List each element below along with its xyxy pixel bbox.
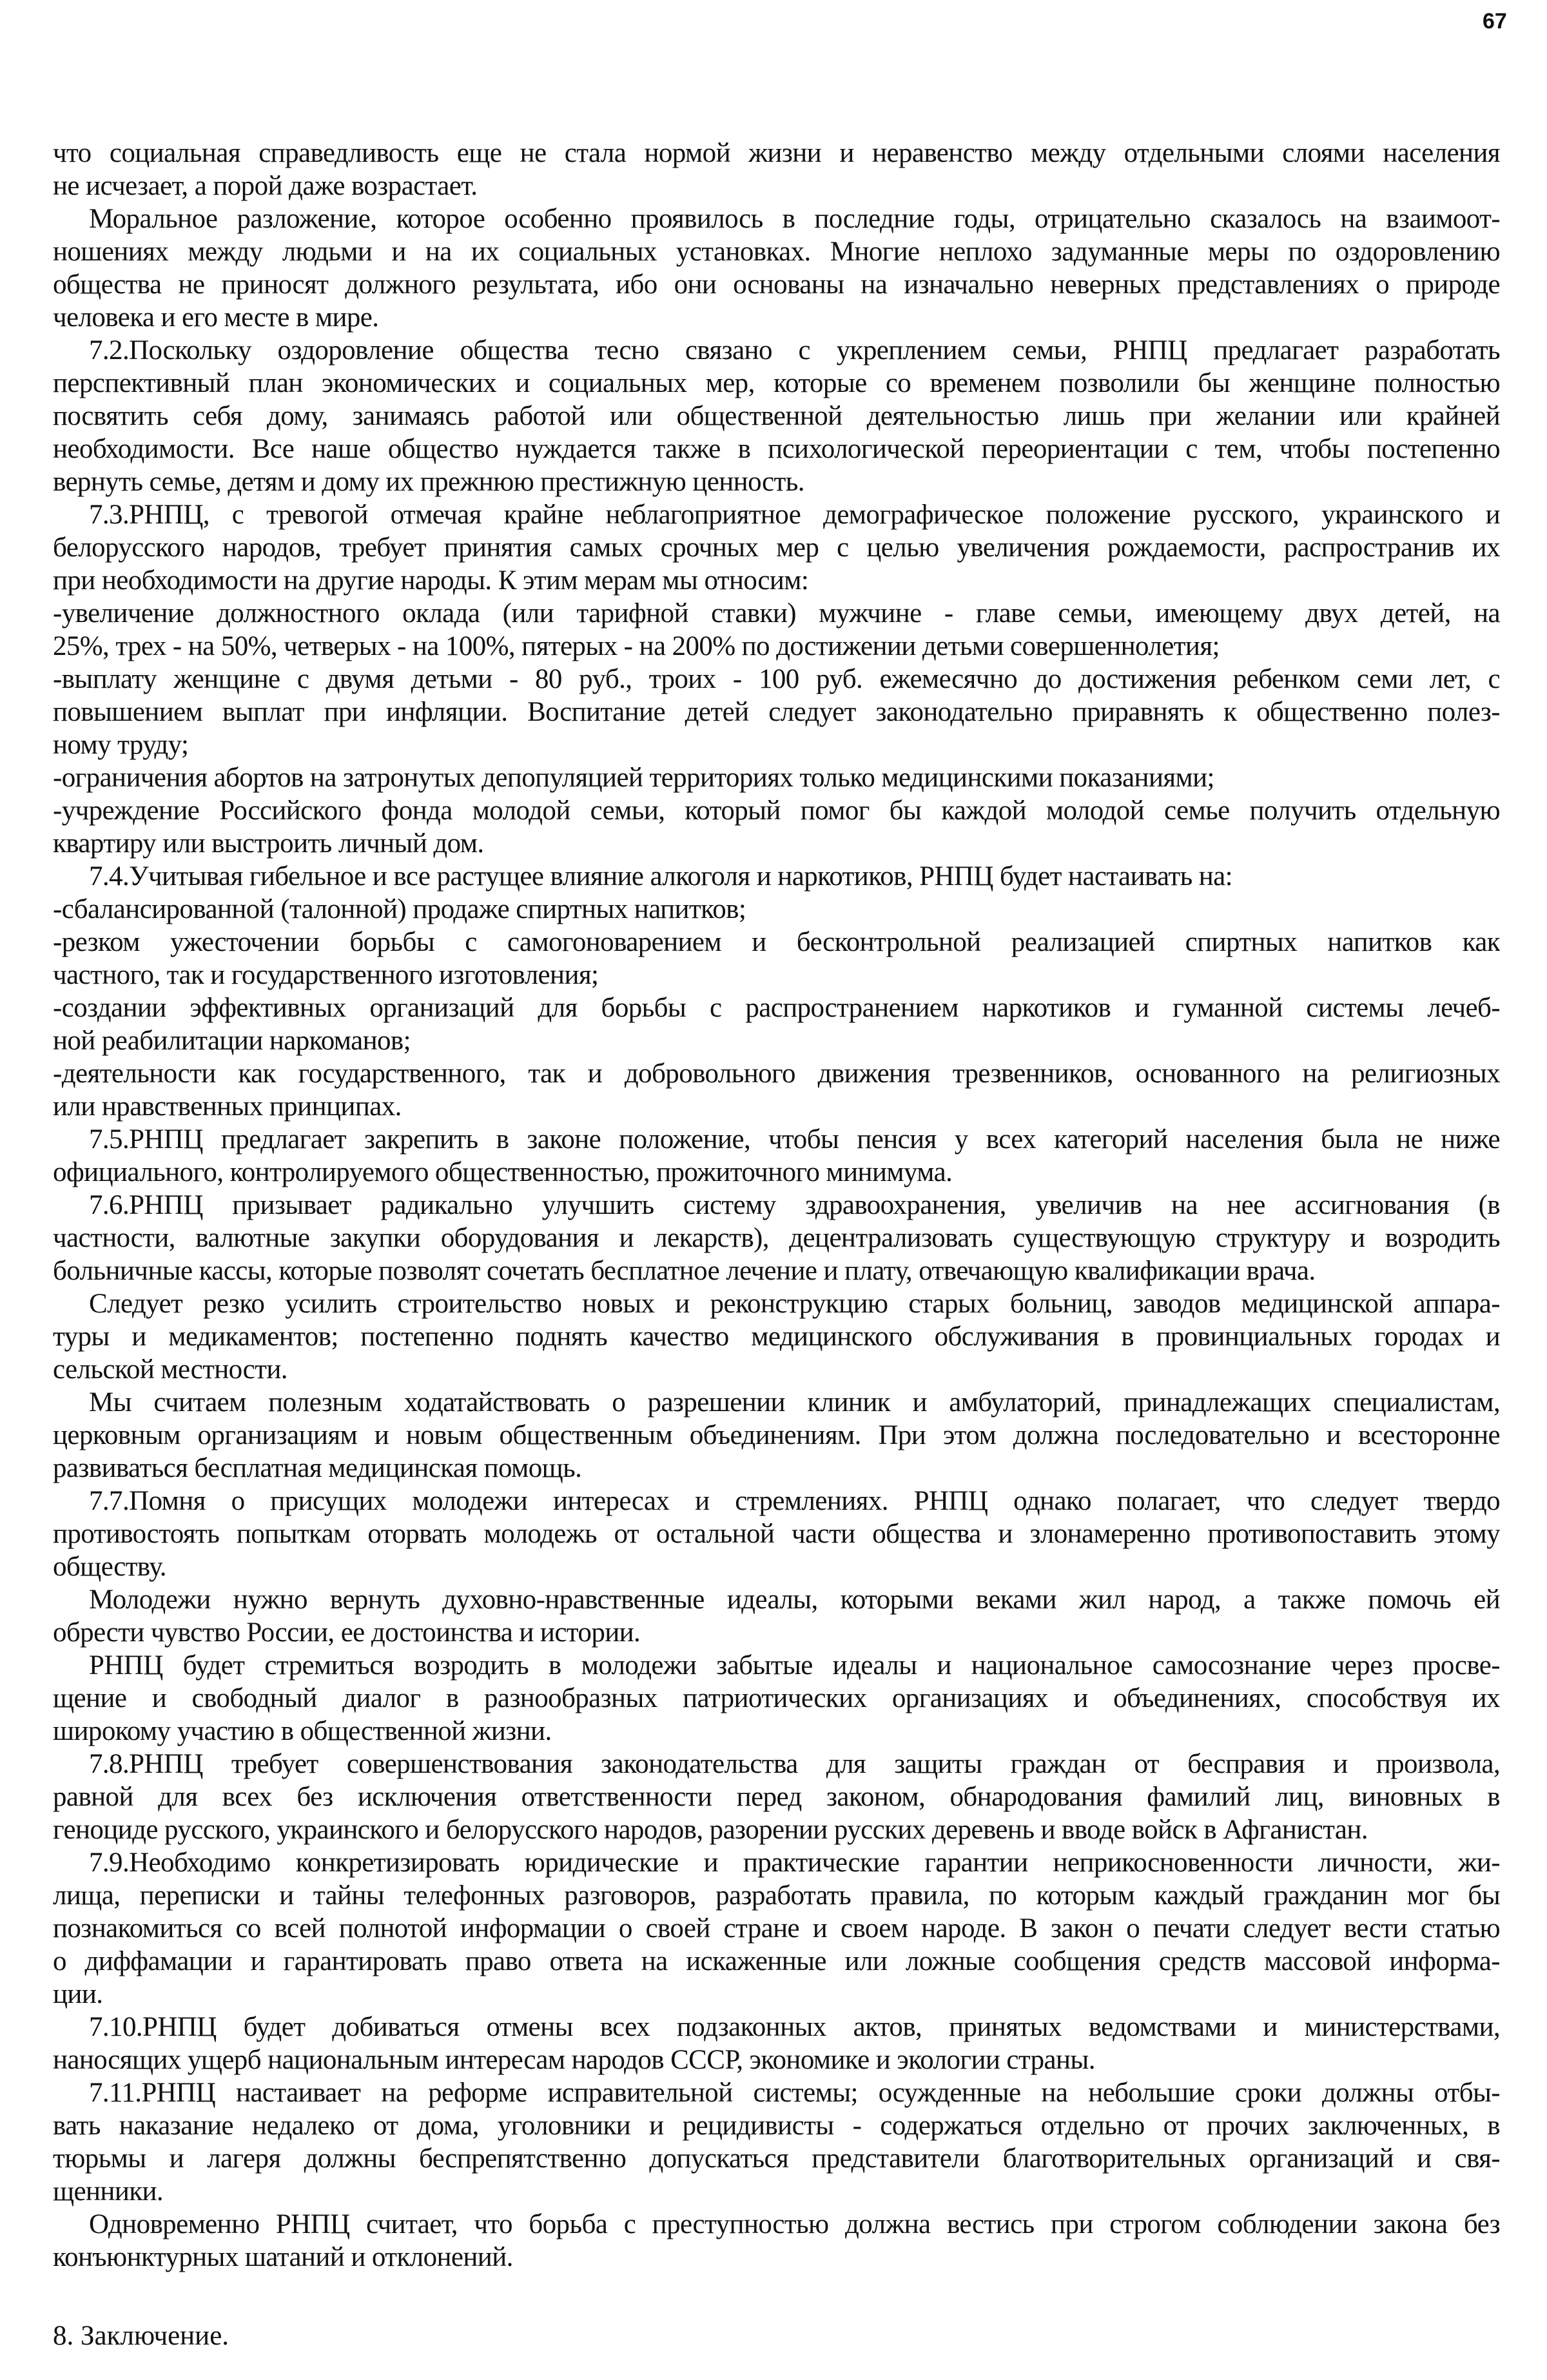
text-line: -создании эффективных организаций для борьбы с распространением наркотиков и гуманной системы лечеб- (53, 993, 1500, 1023)
text-line: необходимости. Все наше общество нуждается также в психологической переориентации с тем, чтобы постепенно (53, 434, 1500, 464)
text-line: 7.7.Помня о присущих молодежи интересах и стремлениях. РНПЦ однако полагает, что следует твердо (89, 1486, 1500, 1516)
text-line: щение и свободный диалог в разнообразных патриотических организациях и объединениях, способствуя их (53, 1683, 1500, 1713)
text-line: -увеличение должностного оклада (или тарифной ставки) мужчине - главе семьи, имеющему двух детей, на (53, 598, 1500, 629)
paragraph (53, 1189, 1500, 1287)
paragraph (53, 202, 1500, 334)
text-line: ношениях между людьми и на их социальных установках. Многие неплохо задуманные меры по оздоровлению (53, 237, 1500, 267)
text-line: 7.3.РНПЦ, с тревогой отмечая крайне неблагоприятное демографическое положение русского, украинского и (89, 500, 1500, 530)
text-line: что социальная справедливость еще не стала нормой жизни и неравенство между отдельными слоями населения (53, 138, 1500, 168)
text-line: частности, валютные закупки оборудования и лекарств), децентрализовать существующую структуру и возродить (53, 1223, 1500, 1253)
paragraph (53, 794, 1500, 860)
text-line: вать наказание недалеко от дома, уголовники и рецидивисты - содержаться отдельно от прочих заключенных, в (53, 2111, 1500, 2141)
text-line: 7.11.РНПЦ настаивает на реформе исправительной системы; осужденные на небольшие сроки должны отбы- (89, 2078, 1500, 2108)
text-line: геноциде русского, украинского и белорусского народов, разорении русских деревень и вводе войск в Афганистан. (53, 1815, 1368, 1845)
paragraph (53, 1386, 1500, 1485)
text-line: -деятельности как государственного, так и добровольного движения трезвенников, основанного на религиозных (53, 1058, 1500, 1089)
text-line: конъюнктурных шатаний и отклонений. (53, 2242, 513, 2272)
text-line: РНПЦ будет стремиться возродить в молодежи забытые идеалы и национальное самосознание через просве- (89, 1650, 1500, 1681)
paragraph (53, 1123, 1500, 1189)
paragraph (53, 926, 1500, 991)
text-line: 7.8.РНПЦ требует совершенствования законодательства для защиты граждан от бесправия и произвола, (89, 1749, 1500, 1779)
body-text (53, 137, 1500, 2274)
text-line: Следует резко усилить строительство новых и реконструкцию старых больниц, заводов медицинской аппара- (89, 1289, 1500, 1319)
paragraph (53, 860, 1500, 893)
paragraph (53, 663, 1500, 761)
text-line: -резком ужесточении борьбы с самогоноварением и бесконтрольной реализацией спиртных напитков как (53, 927, 1500, 957)
paragraph (53, 1057, 1500, 1123)
paragraph (53, 334, 1500, 498)
text-line: -сбалансированной (талонной) продаже спиртных напитков; (53, 894, 746, 924)
text-line: 7.5.РНПЦ предлагает закрепить в законе положение, чтобы пенсия у всех категорий населения была не ниже (89, 1124, 1500, 1155)
text-line: тюрьмы и лагеря должны беспрепятственно допускаться представители благотворительных организаций и свя- (53, 2143, 1500, 2174)
paragraph (53, 1485, 1500, 1583)
text-line: официального, контролируемого общественностью, прожиточного минимума. (53, 1157, 953, 1187)
text-line: или нравственных принципах. (53, 1091, 402, 1122)
text-line: больничные кассы, которые позволят сочетать бесплатное лечение и плату, отвечающую квалификации врача. (53, 1256, 1316, 1286)
text-line: развиваться бесплатная медицинская помощь. (53, 1453, 582, 1483)
text-line: Молодежи нужно вернуть духовно-нравственные идеалы, которыми веками жил народ, а также помочь ей (89, 1585, 1500, 1615)
text-line: обществу. (53, 1552, 166, 1582)
text-line: сельской местности. (53, 1354, 287, 1385)
text-line: Мы считаем полезным ходатайствовать о разрешении клиник и амбулаторий, принадлежащих специалистам, (89, 1387, 1500, 1418)
text-line: лища, переписки и тайны телефонных разговоров, разработать правила, по которым каждый гражданин мог бы (53, 1880, 1500, 1911)
text-line: -ограничения абортов на затронутых депопуляцией территориях только медицинскими показаниями; (53, 763, 1214, 793)
text-line: квартиру или выстроить личный дом. (53, 828, 484, 859)
paragraph (53, 893, 1500, 926)
text-line: Моральное разложение, которое особенно проявилось в последние годы, отрицательно сказалось на взаимоот- (89, 204, 1500, 234)
text-line: вернуть семье, детям и дому их прежнюю престижную ценность. (53, 467, 804, 497)
text-line: повышением выплат при инфляции. Воспитание детей следует законодательно приравнять к общественно полез- (53, 697, 1500, 727)
text-line: ному труду; (53, 730, 189, 760)
text-line: -учреждение Российского фонда молодой семьи, который помог бы каждой молодой семье получить отдельную (53, 795, 1500, 826)
text-line: 25%, трех - на 50%, четверых - на 100%, пятерых - на 200% по достижении детьми совершеннолетия; (53, 631, 1220, 661)
text-line: ной реабилитации наркоманов; (53, 1026, 411, 1056)
text-line: частного, так и государственного изготовления; (53, 960, 599, 990)
text-line: перспективный план экономических и социальных мер, которые со временем позволили бы женщине полностью (53, 368, 1500, 398)
text-line: Одновременно РНПЦ считает, что борьба с преступностью должна вестись при строгом соблюдении закона без (89, 2209, 1500, 2239)
text-line: щенники. (53, 2176, 164, 2207)
text-line: посвятить себя дому, занимаясь работой или общественной деятельностью лишь при желании или крайней (53, 401, 1500, 431)
text-line: 7.10.РНПЦ будет добиваться отмены всех подзаконных актов, принятых ведомствами и министерствами, (89, 2012, 1500, 2042)
text-line: 7.4.Учитывая гибельное и все растущее влияние алкоголя и наркотиков, РНПЦ будет настаивать на: (89, 861, 1233, 892)
text-line: широкому участию в общественной жизни. (53, 1716, 552, 1746)
text-line: равной для всех без исключения ответственности перед законом, обнародования фамилий лиц, виновных в (53, 1782, 1500, 1812)
text-line: церковным организациям и новым общественным объединениям. При этом должна последовательно и всесторонне (53, 1420, 1500, 1450)
paragraph (53, 1287, 1500, 1386)
text-line: 7.6.РНПЦ призывает радикально улучшить систему здравоохранения, увеличив на нее ассигнования (в (89, 1190, 1500, 1220)
page-number: 67 (1483, 9, 1507, 34)
text-line: обрести чувство России, ее достоинства и истории. (53, 1617, 641, 1648)
text-line: общества не приносят должного результата, ибо они основаны на изначально неверных представлениях о природе (53, 269, 1500, 300)
paragraph (53, 2076, 1500, 2208)
paragraph (53, 1649, 1500, 1748)
paragraph (53, 1846, 1500, 2011)
paragraph (53, 498, 1500, 597)
text-line: -выплату женщине с двумя детьми - 80 руб., троих - 100 руб. ежемесячно до достижения ребенком семи лет, с (53, 664, 1500, 694)
paragraph (53, 2011, 1500, 2076)
paragraph (53, 137, 1500, 202)
text-line: 7.9.Необходимо конкретизировать юридические и практические гарантии неприкосновенности личности, жи- (89, 1848, 1500, 1878)
text-line: белорусского народов, требует принятия самых срочных мер с целью увеличения рождаемости, распространив их (53, 532, 1500, 563)
paragraph (53, 2208, 1500, 2274)
text-line: противостоять попыткам оторвать молодежь от остальной части общества и злонамеренно противопоставить этому (53, 1519, 1500, 1549)
text-line: познакомиться со всей полнотой информации о своей стране и своем народе. В закон о печати следует вести статью (53, 1913, 1500, 1944)
text-line: наносящих ущерб национальным интересам народов СССР, экономике и экологии страны. (53, 2045, 1095, 2075)
paragraph (53, 1748, 1500, 1846)
text-line: не исчезает, а порой даже возрастает. (53, 171, 478, 201)
paragraph (53, 991, 1500, 1057)
text-line: 7.2.Поскольку оздоровление общества тесно связано с укреплением семьи, РНПЦ предлагает разработать (89, 335, 1500, 366)
text-line: при необходимости на другие народы. К этим мерам мы относим: (53, 565, 809, 596)
text-line: о диффамации и гарантировать право ответа на искаженные или ложные сообщения средств массовой информа- (53, 1946, 1500, 1976)
section-heading-conclusion: 8. Заключение. (53, 2321, 229, 2351)
paragraph (53, 597, 1500, 663)
paragraph (53, 761, 1500, 794)
paragraph (53, 1583, 1500, 1649)
text-line: ции. (53, 1979, 103, 2009)
text-line: туры и медикаментов; постепенно поднять качество медицинского обслуживания в провинциальных городах и (53, 1322, 1500, 1352)
text-line: человека и его месте в мире. (53, 302, 379, 333)
